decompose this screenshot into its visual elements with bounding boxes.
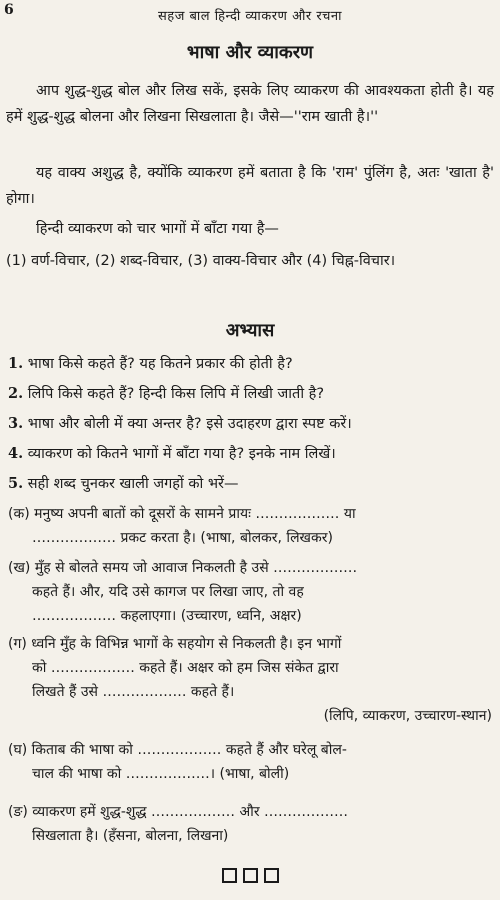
fill-line: ……………… प्रकट करता है। (भाषा, बोलकर, लिखकर) xyxy=(32,530,333,546)
question-3 xyxy=(8,412,494,436)
question-text: सही शब्द चुनकर खाली जगहों को भरें— xyxy=(27,476,239,492)
fill-line: (ङ) व्याकरण हमें शुद्ध-शुद्ध ……………… और ……………… xyxy=(8,804,348,820)
question-2 xyxy=(8,382,494,406)
fill-line: (घ) किताब की भाषा को ……………… कहते हैं और घरेलू बोल- xyxy=(8,742,347,758)
end-ornament xyxy=(0,868,500,887)
square-icon xyxy=(264,868,279,883)
fill-blank-gha xyxy=(8,738,492,786)
paragraph-2: यह वाक्य अशुद्ध है, क्योंकि व्याकरण हमें बताता है कि 'राम' पुंलिंग है, अतः 'खाता है' होगा। xyxy=(6,165,494,207)
running-title: सहज बाल हिन्दी व्याकरण और रचना xyxy=(158,9,342,24)
fill-line: (ग) ध्वनि मुँह के विभिन्न भागों के सहयोग से निकलती है। इन भागों xyxy=(8,636,342,652)
question-text: भाषा और बोली में क्या अन्तर है? इसे उदाहरण द्वारा स्पष्ट करें। xyxy=(27,416,352,432)
paragraph-3: हिन्दी व्याकरण को चार भागों में बाँटा गया है— xyxy=(36,221,279,237)
question-number: 1. xyxy=(8,355,24,372)
question-text: व्याकरण को कितने भागों में बाँटा गया है? इनके नाम लिखें। xyxy=(27,446,336,462)
fill-blank-ga xyxy=(8,632,492,728)
section-title: भाषा और व्याकरण xyxy=(186,42,314,63)
exercise-title: अभ्यास xyxy=(225,320,275,341)
fill-line: (क) मनुष्य अपनी बातों को दूसरों के सामने प्रायः ……………… या xyxy=(8,506,356,522)
fill-line: कहते हैं। और, यदि उसे कागज पर लिखा जाए, तो वह xyxy=(32,584,304,600)
paragraph-4: (1) वर्ण-विचार, (2) शब्द-विचार, (3) वाक्य-विचार और (4) चिह्न-विचार। xyxy=(6,253,396,269)
fill-blank-ka xyxy=(8,502,492,550)
paragraph-1: आप शुद्ध-शुद्ध बोल और लिख सकें, इसके लिए व्याकरण की आवश्यकता होती है। यह हमें शुद्ध-शुद्ध बोलना और लिखना सिखलाता है। जैसे—''राम खाती है।'' xyxy=(6,83,494,125)
square-icon xyxy=(243,868,258,883)
fill-line: सिखलाता है। (हँसना, बोलना, लिखना) xyxy=(32,828,229,844)
fill-line: लिखते हैं उसे ……………… कहते हैं। xyxy=(32,684,235,700)
fill-line: को ……………… कहते हैं। अक्षर को हम जिस संकेत द्वारा xyxy=(32,660,339,676)
page-number: 6 xyxy=(4,2,14,18)
question-5 xyxy=(8,472,494,496)
fill-blank-kha xyxy=(8,556,492,628)
question-text: लिपि किसे कहते हैं? हिन्दी किस लिपि में लिखी जाती है? xyxy=(27,386,325,402)
fill-line: चाल की भाषा को ………………। (भाषा, बोली) xyxy=(32,766,290,782)
question-number: 2. xyxy=(8,385,24,402)
question-1 xyxy=(8,352,494,376)
fill-options: (लिपि, व्याकरण, उच्चारण-स्थान) xyxy=(323,708,492,724)
question-number: 5. xyxy=(8,475,24,492)
question-text: भाषा किसे कहते हैं? यह कितने प्रकार की होती है? xyxy=(27,356,293,372)
question-number: 3. xyxy=(8,415,24,432)
fill-blank-nga xyxy=(8,800,492,848)
question-4 xyxy=(8,442,494,466)
fill-line: ……………… कहलाएगा। (उच्चारण, ध्वनि, अक्षर) xyxy=(32,608,302,624)
question-number: 4. xyxy=(8,445,24,462)
fill-line: (ख) मुँह से बोलते समय जो आवाज निकलती है उसे ……………… xyxy=(8,560,358,576)
square-icon xyxy=(222,868,237,883)
